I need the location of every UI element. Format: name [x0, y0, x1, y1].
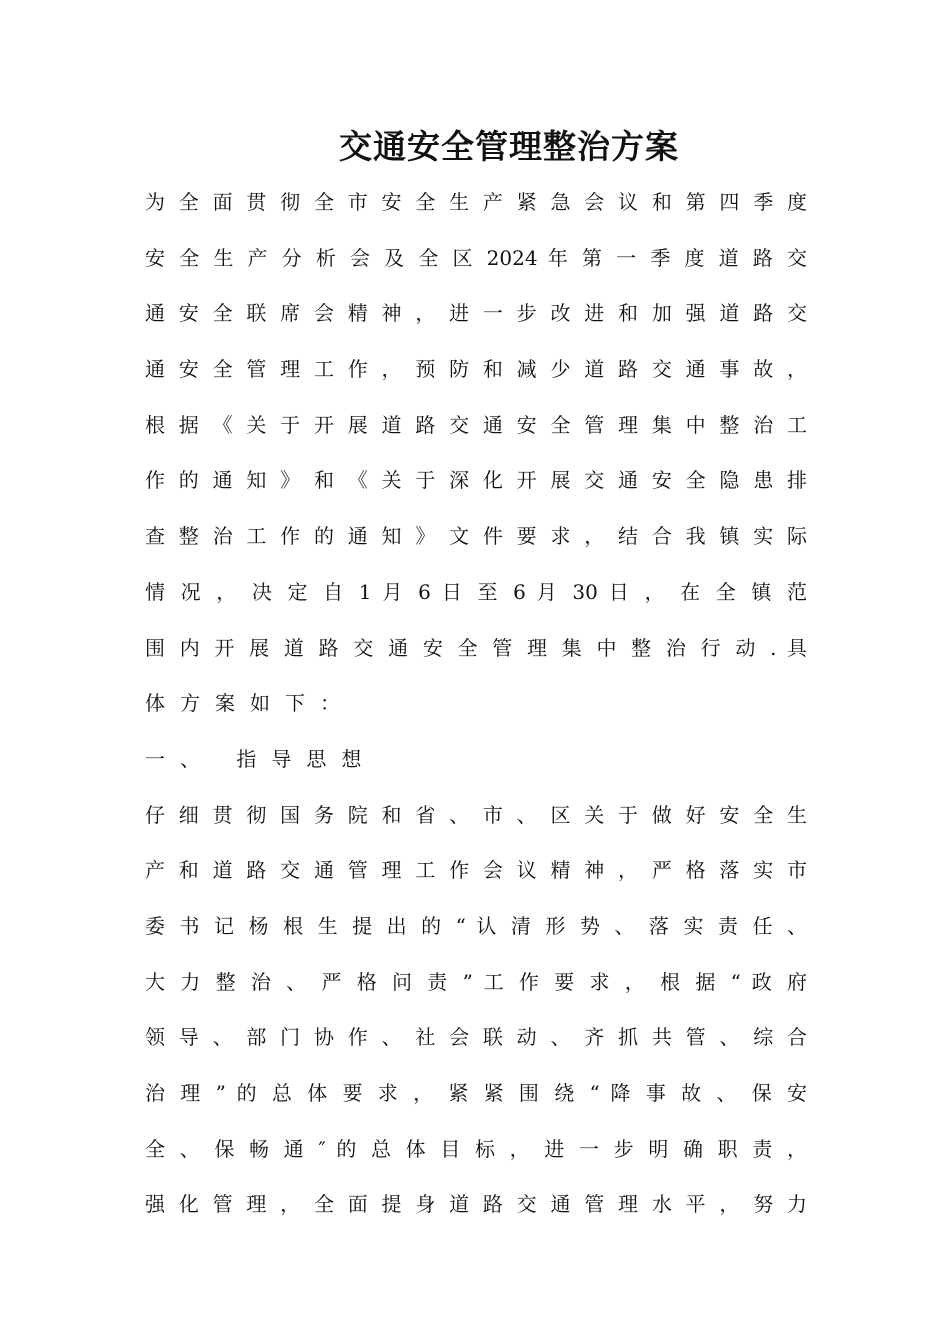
section-heading: 一、 指导思想 [145, 746, 377, 771]
text-line: 强 化 管 理 ， 全 面 提 身 道 路 交 通 管 理 水 平 ， 努 力 [145, 1192, 807, 1217]
document-title: 交通安全管理整治方案 [339, 127, 679, 166]
text-line: 大 力 整 治 、 严 格 问 责 ” 工 作 要 求 ， 根 据 “ 政 府 [145, 969, 807, 994]
text-line: 情 况 ， 决 定 自 1 月 6 日 至 6 月 30 日 ， 在 全 镇 范 [145, 579, 807, 604]
text-line: 通 安 全 联 席 会 精 神 ， 进 一 步 改 进 和 加 强 道 路 交 [145, 301, 807, 326]
text-line: 体方案如下： [145, 691, 355, 716]
text-line: 全 、 保 畅 通 ″ 的 总 体 目 标 ， 进 一 步 明 确 职 责 ， [145, 1136, 807, 1161]
text-line: 领 导 、 部 门 协 作 、 社 会 联 动 、 齐 抓 共 管 、 综 合 [145, 1025, 807, 1050]
text-line: 为 全 面 贯 彻 全 市 安 全 生 产 紧 急 会 议 和 第 四 季 度 [145, 190, 807, 214]
text-line: 围 内 开 展 道 路 交 通 安 全 管 理 集 中 整 治 行 动 . 具 [145, 635, 807, 660]
text-line: 产 和 道 路 交 通 管 理 工 作 会 议 精 神 ， 严 格 落 实 市 [145, 858, 807, 883]
document-body [145, 175, 807, 1233]
text-line: 作 的 通 知 》 和 《 关 于 深 化 开 展 交 通 安 全 隐 患 排 [145, 468, 807, 493]
text-line: 安 全 生 产 分 析 会 及 全 区 2024 年 第 一 季 度 道 路 交 [145, 245, 807, 270]
text-line: 查 整 治 工 作 的 通 知 》 文 件 要 求 ， 结 合 我 镇 实 际 [145, 524, 807, 549]
text-line: 通 安 全 管 理 工 作 ， 预 防 和 减 少 道 路 交 通 事 故 ， [145, 357, 807, 382]
text-line: 治 理 ” 的 总 体 要 求 ， 紧 紧 围 绕 “ 降 事 故 、 保 安 [145, 1081, 807, 1105]
text-line: 仔 细 贯 彻 国 务 院 和 省 、 市 、 区 关 于 做 好 安 全 生 [145, 802, 807, 827]
text-line: 根 据 《 关 于 开 展 道 路 交 通 安 全 管 理 集 中 整 治 工 [145, 412, 807, 437]
text-line: 委 书 记 杨 根 生 提 出 的 “ 认 清 形 势 、 落 实 责 任 、 [145, 913, 807, 938]
